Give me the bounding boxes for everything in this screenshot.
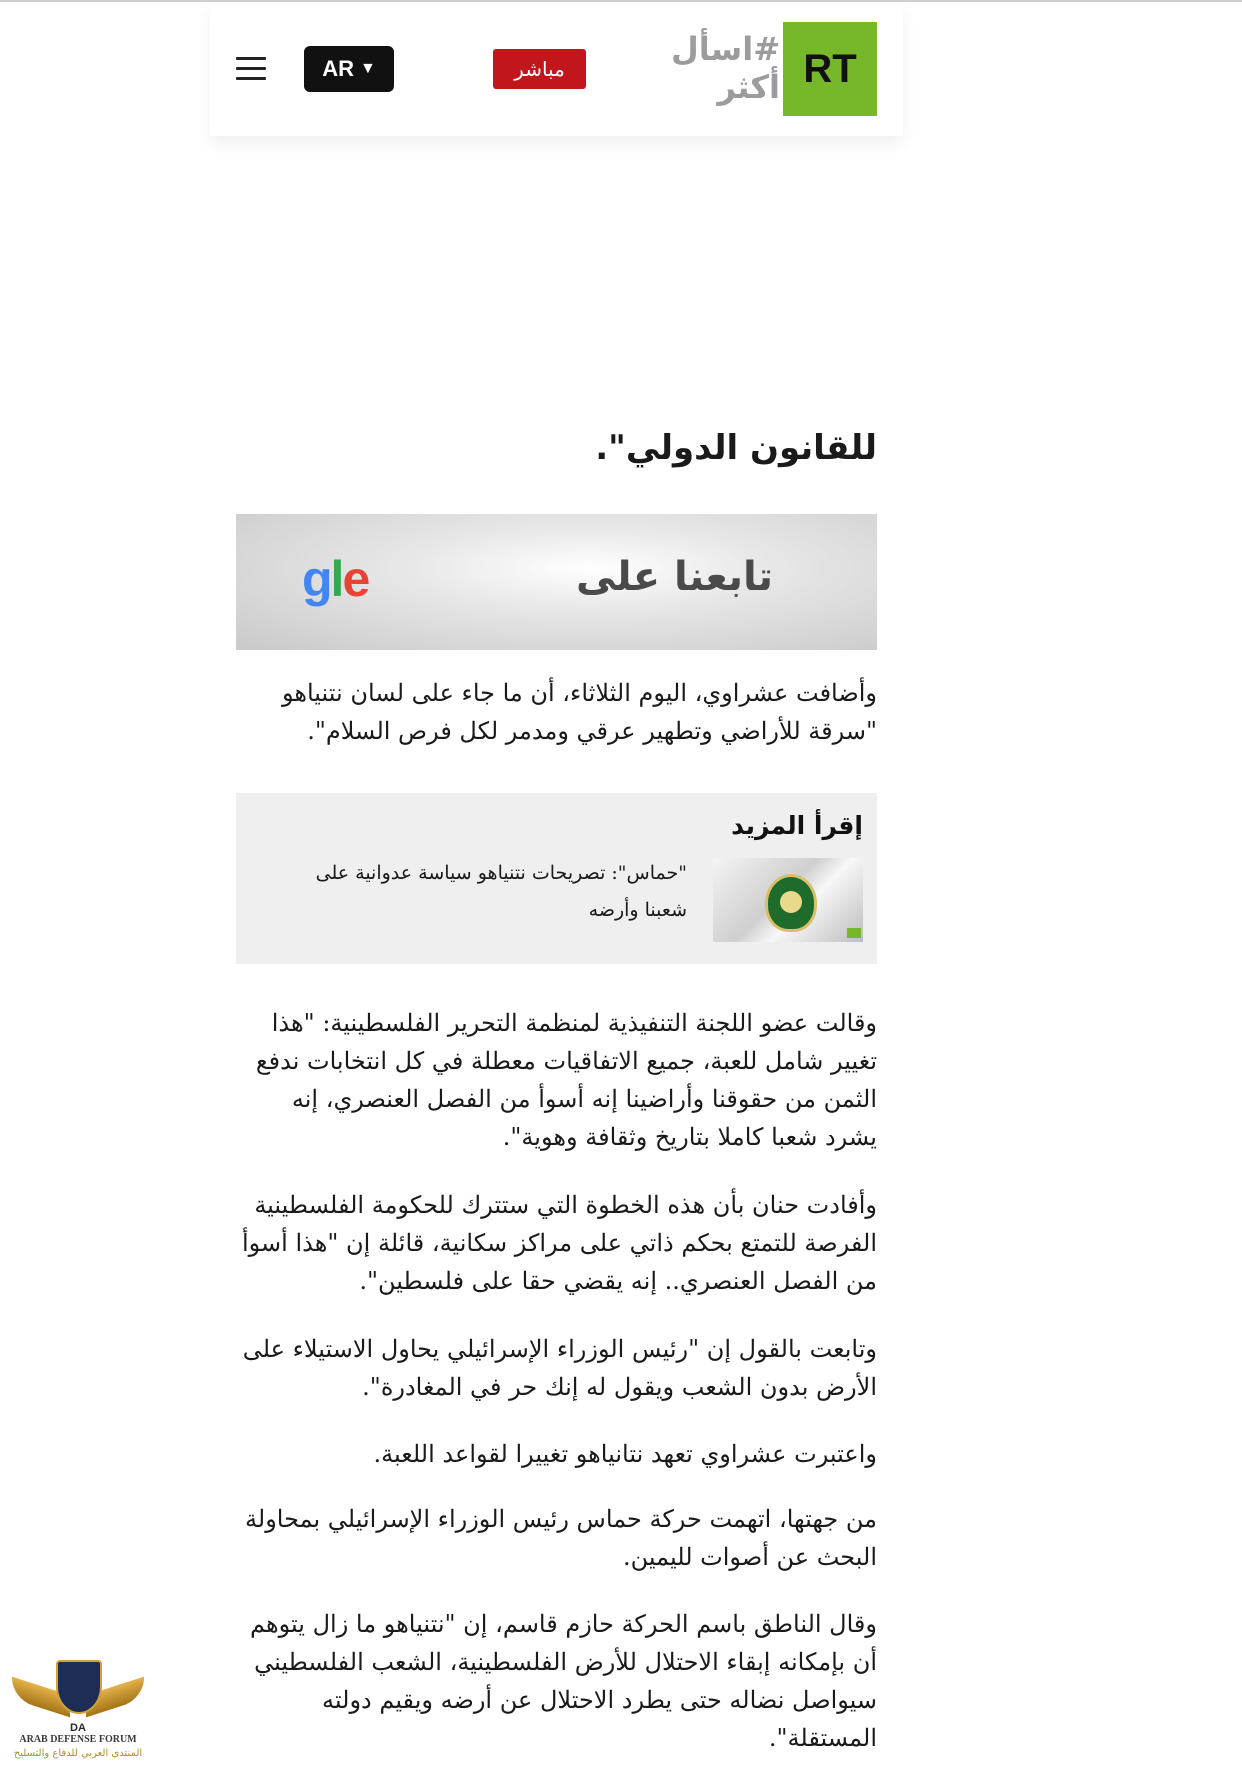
- shield-icon: [56, 1660, 102, 1714]
- google-logo-fragment: [302, 550, 368, 608]
- google-letter: l: [330, 551, 343, 607]
- site-header: [210, 2, 903, 136]
- read-more-title: إقرأ المزيد: [731, 811, 863, 840]
- article-paragraph: وأضافت عشراوي، اليوم الثلاثاء، أن ما جاء على لسان نتنياهو "سرقة للأراضي وتطهير عرقي ومدمر لكل فرص السلام".: [281, 679, 877, 745]
- read-more-box: [236, 793, 877, 964]
- article-paragraph: وقالت عضو اللجنة التنفيذية لمنظمة التحرير الفلسطينية: "هذا تغيير شامل للعبة، جميع الاتفاقيات معطلة في كل انتخابات ندفع الثمن من حقوقنا وأراضينا إنه أسوأ من الفصل العنصري، إنه يشرد شعبا كاملا بتاريخ وثقافة وهوية".: [255, 1009, 877, 1151]
- read-more-thumbnail[interactable]: [713, 858, 863, 942]
- follow-us-label: تابعنا على: [575, 554, 773, 600]
- google-letter: e: [342, 551, 369, 607]
- rt-logo[interactable]: RT: [783, 22, 877, 116]
- watermark-badge: DA: [70, 1722, 86, 1734]
- language-label: AR: [322, 56, 354, 81]
- google-letter: g: [302, 551, 331, 607]
- live-button[interactable]: مباشر: [493, 49, 586, 89]
- hamas-emblem-icon: [765, 874, 817, 932]
- article-paragraph: وتابعت بالقول إن "رئيس الوزراء الإسرائيلي يحاول الاستيلاء على الأرض بدون الشعب ويقول له إنك حر في المغادرة".: [242, 1335, 877, 1401]
- article-paragraph: وقال الناطق باسم الحركة حازم قاسم، إن "نتنياهو ما زال يتوهم أن بإمكانه إبقاء الاحتلال للأرض الفلسطينية، الشعب الفلسطيني سيواصل نضاله حتى يطرد الاحتلال عن أرضه ويقيم دولته المستقلة".: [250, 1610, 877, 1752]
- menu-icon[interactable]: [236, 57, 266, 81]
- article-title-fragment: للقانون الدولي".: [595, 428, 877, 468]
- caret-down-icon: ▼: [359, 60, 376, 77]
- rt-mini-logo: [847, 928, 861, 938]
- follow-us-banner[interactable]: [236, 514, 877, 650]
- language-selector[interactable]: [304, 46, 394, 92]
- watermark-name-en: ARAB DEFENSE FORUM: [19, 1734, 137, 1745]
- article-paragraph: وأفادت حنان بأن هذه الخطوة التي ستترك للحكومة الفلسطينية الفرصة للتمتع بحكم ذاتي على مراكز سكانية، قائلة إن "هذا أسوأ من الفصل العنصري.. إنه يقضي حقا على فلسطين".: [241, 1191, 877, 1295]
- ask-more-link[interactable]: #اسأل أكثر: [670, 30, 780, 106]
- forum-watermark: [4, 1652, 152, 1764]
- article-paragraph: من جهتها، اتهمت حركة حماس رئيس الوزراء الإسرائيلي بمحاولة البحث عن أصوات لليمين.: [245, 1505, 877, 1571]
- read-more-link[interactable]: "حماس": تصريحات نتنياهو سياسة عدوانية على شعبنا وأرضه: [315, 862, 687, 921]
- watermark-name-ar: المنتدى العربي للدفاع والتسليح: [13, 1748, 143, 1759]
- article-paragraph: واعتبرت عشراوي تعهد نتانياهو تغييرا لقواعد اللعبة.: [373, 1440, 877, 1468]
